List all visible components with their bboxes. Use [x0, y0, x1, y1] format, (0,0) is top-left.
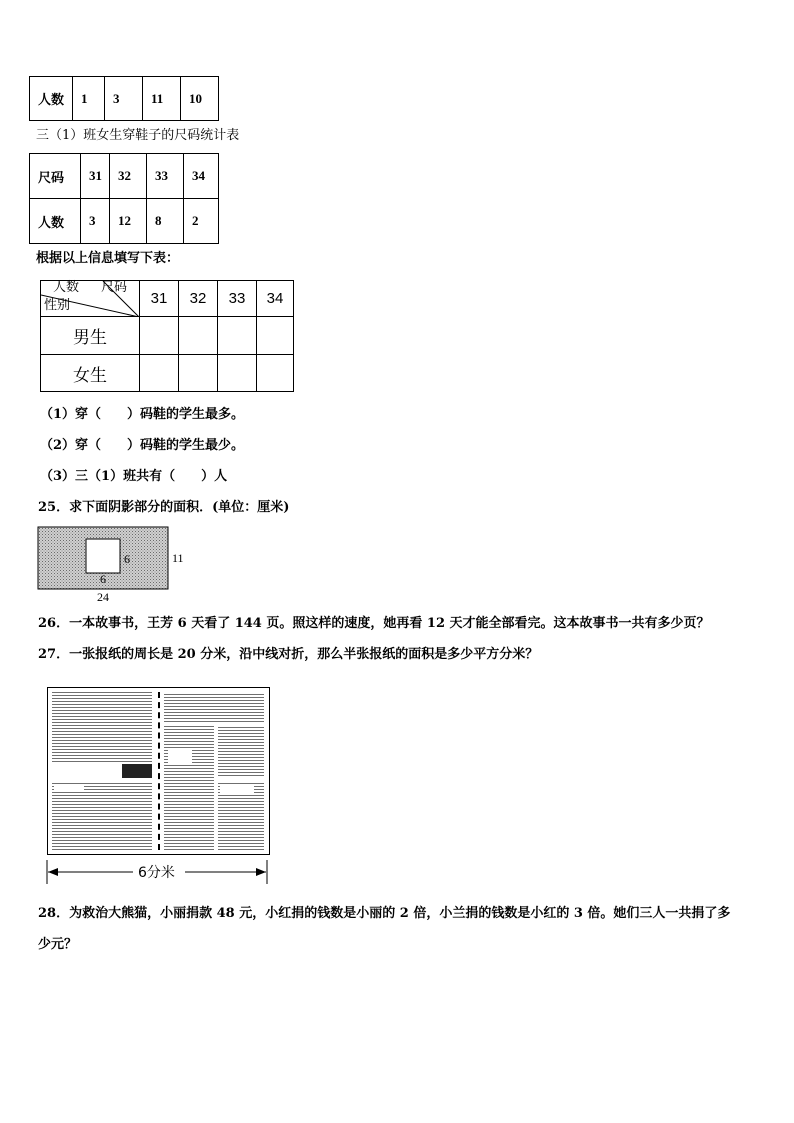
table-row-label: 人数	[30, 77, 73, 121]
corner-label-count: 人数	[53, 280, 80, 295]
blank-cell[interactable]	[218, 317, 257, 355]
corner-label-gender: 性别	[44, 298, 71, 313]
blank-cell[interactable]	[140, 317, 179, 355]
table-cell: 11	[143, 77, 181, 121]
row-label-girls: 女生	[41, 355, 140, 392]
newspaper-left-page	[52, 692, 152, 850]
table-row	[41, 317, 294, 355]
blank-cell[interactable]	[140, 355, 179, 392]
table-previous-count	[29, 76, 219, 121]
blank-cell[interactable]	[218, 355, 257, 392]
table-cell: 10	[181, 77, 219, 121]
blank-cell[interactable]	[179, 317, 218, 355]
table-cell: 33	[147, 154, 184, 199]
sub-question-3: （3）三（1）班共有（ ）人	[40, 469, 228, 484]
diagonal-header-cell	[41, 281, 140, 317]
inner-side-label-bottom: 6	[100, 572, 106, 586]
size-header: 32	[179, 281, 218, 317]
newspaper-right-page	[164, 692, 264, 850]
fill-table-instruction: 根据以上信息填写下表：	[36, 251, 180, 266]
table-row	[30, 154, 219, 199]
table-row-label: 尺码	[30, 154, 81, 199]
table-cell: 3	[105, 77, 143, 121]
blank-cell[interactable]	[179, 355, 218, 392]
table-cell: 2	[184, 199, 219, 244]
question-26: 26．一本故事书，王芳 6 天看了 144 页。照这样的速度，她再看 12 天才能全部看完。这本故事书一共有多少页？	[38, 616, 710, 631]
question-25: 25．求下面阴影部分的面积．(单位：厘米)	[38, 500, 290, 515]
question-27: 27．一张报纸的周长是 20 分米，沿中线对折，那么半张报纸的面积是多少平方分米？	[38, 647, 539, 662]
newspaper-image	[47, 687, 270, 855]
fold-line	[158, 692, 160, 850]
table-cell: 34	[184, 154, 219, 199]
shaded-rectangle-figure	[30, 522, 230, 602]
table-girls-shoe-size	[29, 153, 219, 244]
table-title: 三（1）班女生穿鞋子的尺码统计表	[36, 128, 240, 143]
width-label: 24	[97, 590, 109, 604]
table-cell: 8	[147, 199, 184, 244]
size-header: 31	[140, 281, 179, 317]
table-cell: 32	[110, 154, 147, 199]
question-28-line-2: 少元？	[38, 937, 78, 952]
table-cell: 31	[81, 154, 110, 199]
size-header: 33	[218, 281, 257, 317]
height-label: 11	[172, 551, 184, 565]
inner-side-label-right: 6	[124, 552, 130, 566]
fill-in-table	[40, 280, 294, 392]
table-cell: 3	[81, 199, 110, 244]
corner-label-size: 尺码	[101, 280, 128, 295]
table-row	[30, 199, 219, 244]
blank-cell[interactable]	[257, 317, 294, 355]
table-cell: 1	[73, 77, 105, 121]
width-label-6dm: 6分米	[138, 865, 175, 881]
row-label-boys: 男生	[41, 317, 140, 355]
size-header: 34	[257, 281, 294, 317]
table-row-label: 人数	[30, 199, 81, 244]
table-cell: 12	[110, 199, 147, 244]
sub-question-1: （1）穿（ ）码鞋的学生最多。	[40, 407, 245, 422]
inner-square	[86, 539, 120, 573]
blank-cell[interactable]	[257, 355, 294, 392]
question-28-line-1: 28．为救治大熊猫，小丽捐款 48 元，小红捐的钱数是小丽的 2 倍，小兰捐的钱数是小红的 3 倍。她们三人一共捐了多	[38, 906, 731, 921]
sub-question-2: （2）穿（ ）码鞋的学生最少。	[40, 438, 245, 453]
table-row	[41, 355, 294, 392]
